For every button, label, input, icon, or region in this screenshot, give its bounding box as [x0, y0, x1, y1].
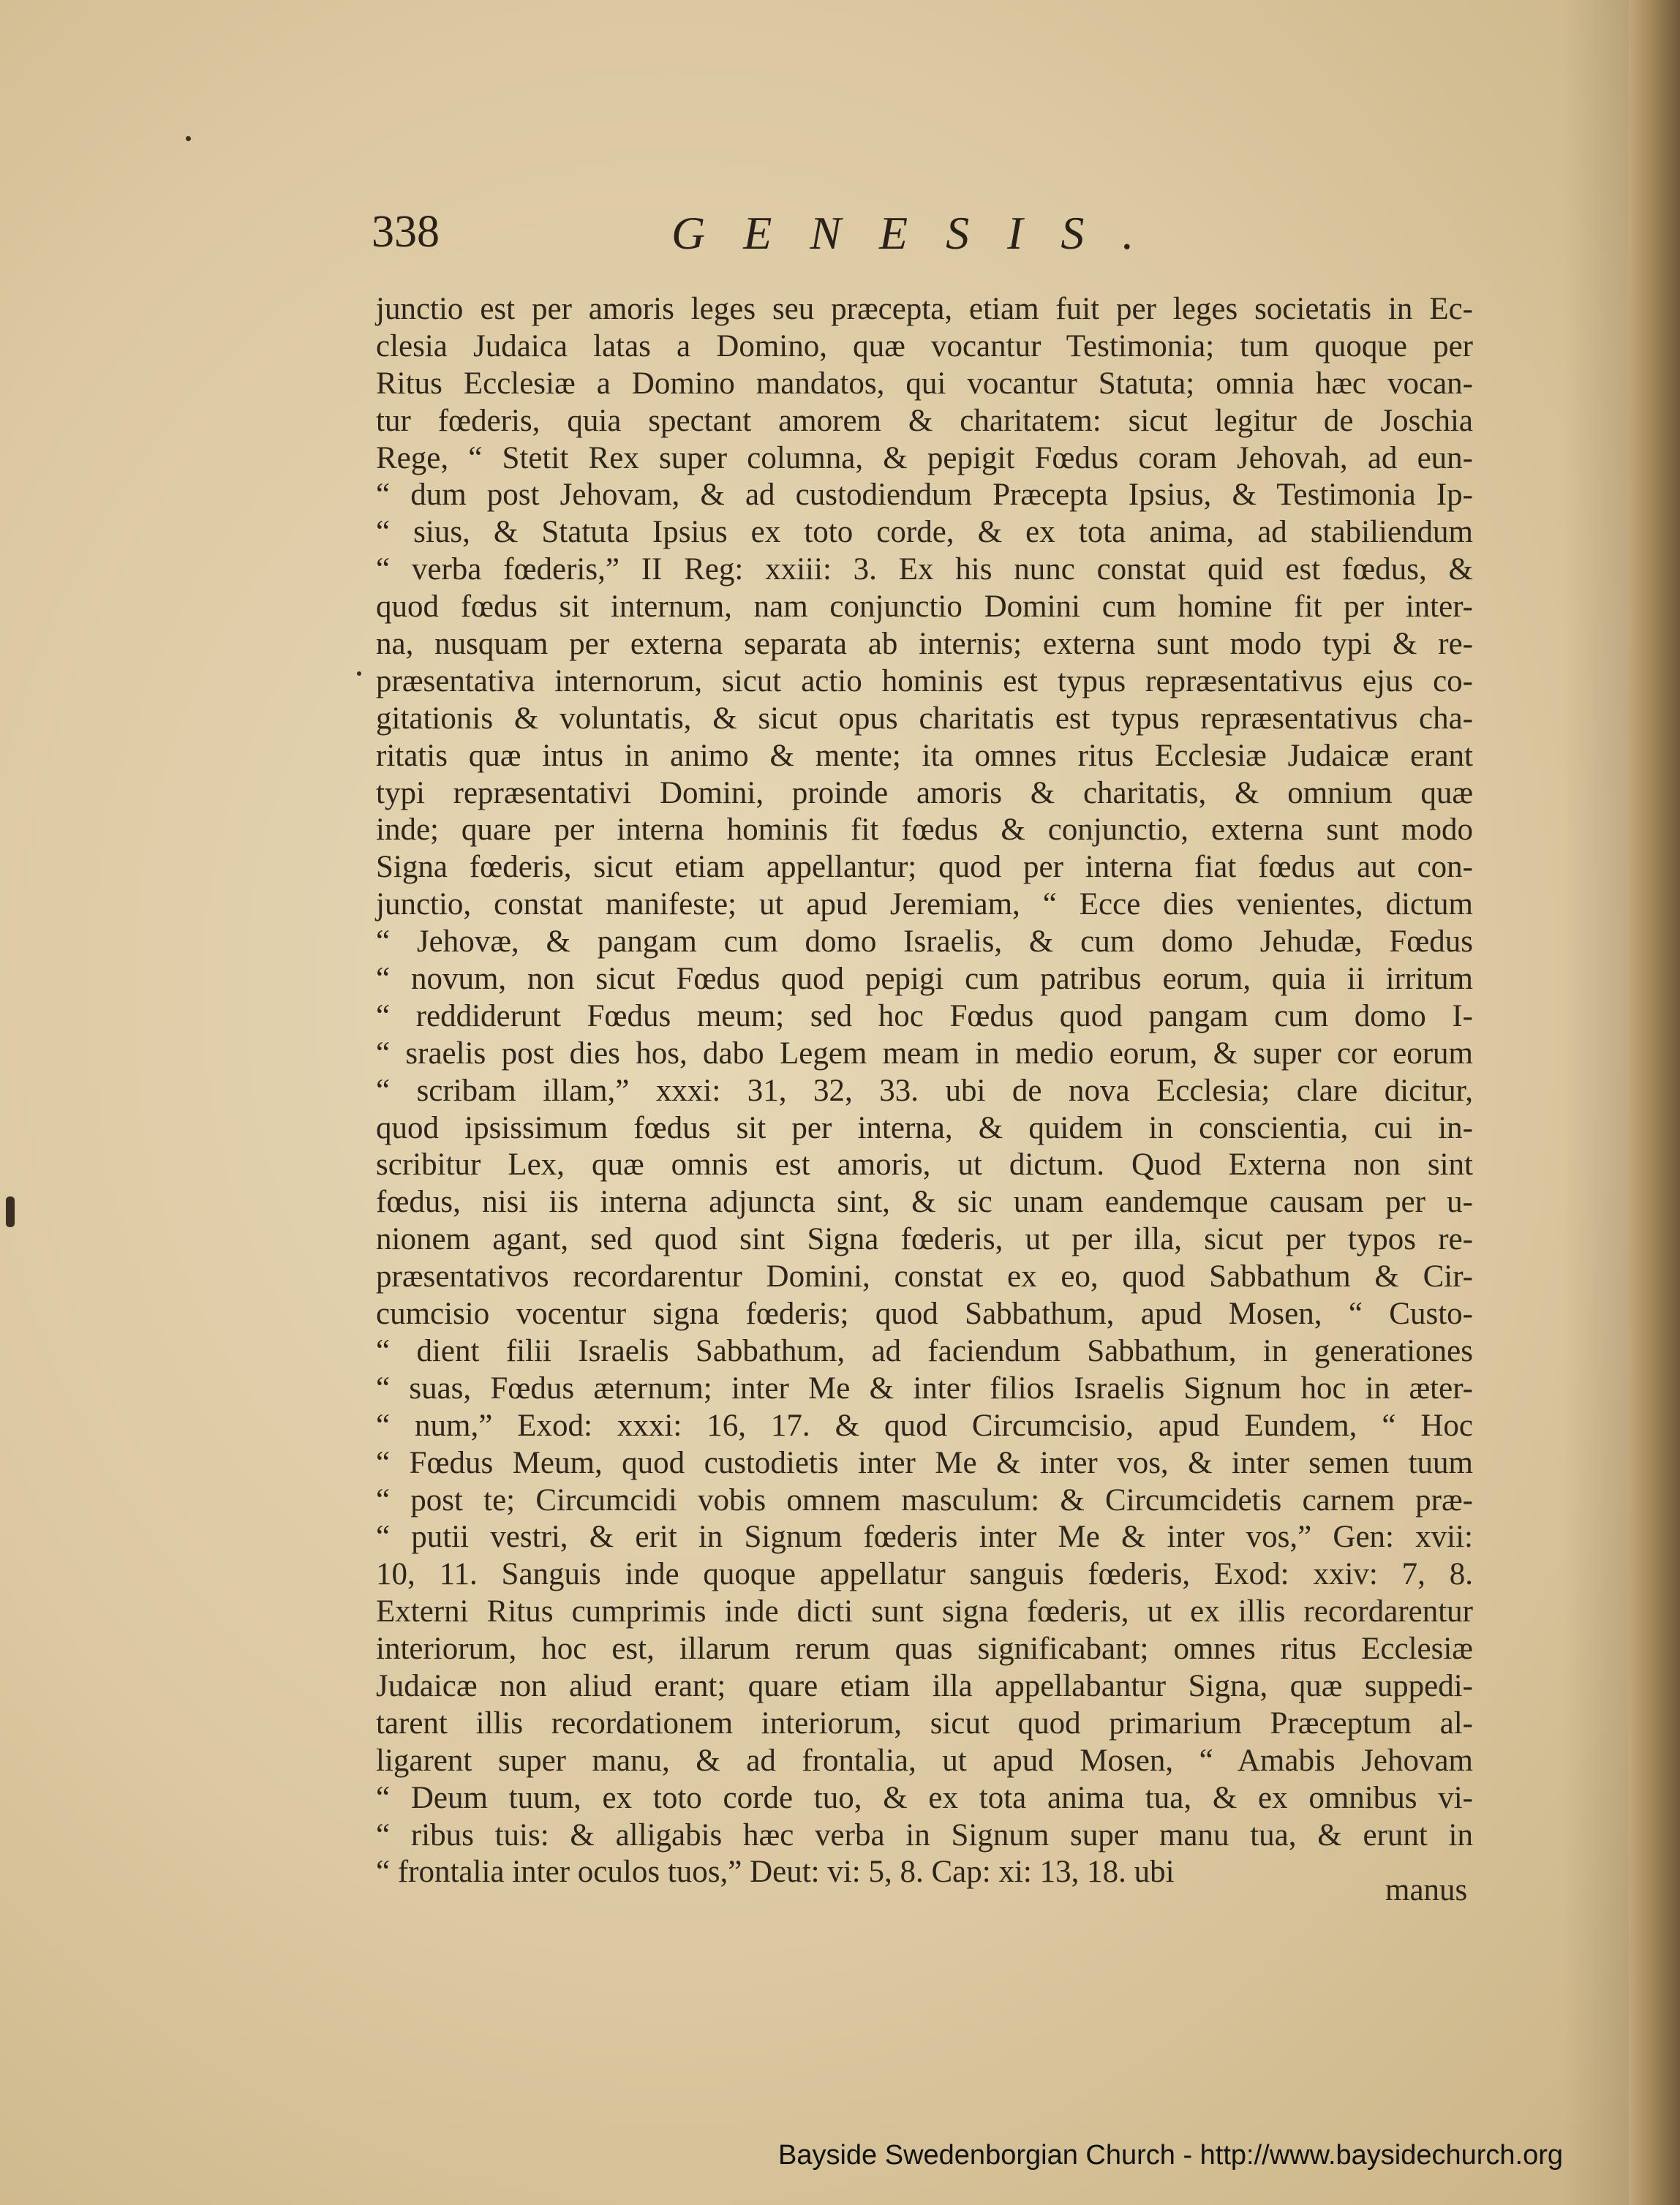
- text-line: quod ipsissimum fœdus sit per interna, & quidem in conscientia, cui in-: [376, 1110, 1473, 1145]
- text-line: “ dum post Jehovam, & ad custodiendum Præcepta Ipsius, & Testimonia Ip-: [376, 478, 1473, 513]
- text-line: “ dient filii Israelis Sabbathum, ad faciendum Sabbathum, in generationes: [376, 1333, 1473, 1368]
- text-line: ritatis quæ intus in animo & mente; ita omnes ritus Ecclesiæ Judaicæ erant: [376, 738, 1473, 773]
- text-line: “ Jehovæ, & pangam cum domo Israelis, & cum domo Jehudæ, Fœdus: [376, 924, 1473, 960]
- text-line: 10, 11. Sanguis inde quoque appellatur sanguis fœderis, Exod: xxiv: 7, 8.: [376, 1557, 1473, 1592]
- text-line: junctio est per amoris leges seu præcepta, etiam fuit per leges societatis in Ec-: [376, 292, 1473, 326]
- text-line: Ritus Ecclesiæ a Domino mandatos, qui vocantur Statuta; omnia hæc vocan-: [376, 366, 1473, 401]
- body-text: [376, 291, 1473, 1891]
- text-line: “ sius, & Statuta Ipsius ex toto corde, & ex tota anima, ad stabiliendum: [376, 515, 1473, 550]
- text-line: na, nusquam per externa separata ab internis; externa sunt modo typi & re-: [376, 627, 1473, 662]
- text-line: “ ribus tuis: & alligabis hæc verba in Signum super manu tua, & erunt in: [376, 1817, 1473, 1852]
- watermark-caption: Bayside Swedenborgian Church - http://www.baysidechurch.org: [778, 2140, 1564, 2171]
- text-line: inde; quare per interna hominis fit fœdus & conjunctio, externa sunt modo: [376, 813, 1473, 848]
- text-line: tur fœderis, quia spectant amorem & charitatem: sicut legitur de Joschia: [376, 403, 1473, 438]
- text-line: scribitur Lex, quæ omnis est amoris, ut dictum. Quod Externa non sint: [376, 1147, 1473, 1183]
- text-line: præsentativos recordarentur Domini, constat ex eo, quod Sabbathum & Cir-: [376, 1259, 1473, 1294]
- text-line: “ Fœdus Meum, quod custodietis inter Me & inter vos, & inter semen tuum: [376, 1445, 1473, 1480]
- text-line: ligarent super manu, & ad frontalia, ut apud Mosen, “ Amabis Jehovam: [376, 1743, 1473, 1778]
- page-number: 338: [372, 207, 440, 257]
- text-line: Rege, “ Stetit Rex super columna, & pepigit Fœdus coram Jehovah, ad eun-: [376, 440, 1473, 475]
- gutter-shadow: [1563, 0, 1629, 2205]
- text-line: interiorum, hoc est, illarum rerum quas significabant; omnes ritus Ecclesiæ: [376, 1632, 1473, 1667]
- text-line: “ sraelis post dies hos, dabo Legem meam in medio eorum, & super cor eorum: [376, 1036, 1473, 1071]
- running-title: GENESIS.: [671, 207, 1172, 259]
- text-line: fœdus, nisi iis interna adjuncta sint, & sic unam eandemque causam per u-: [376, 1185, 1473, 1220]
- text-line: Externi Ritus cumprimis inde dicti sunt signa fœderis, ut ex illis recordarentur: [376, 1594, 1473, 1629]
- text-line: quod fœdus sit internum, nam conjunctio Domini cum homine fit per inter-: [376, 589, 1473, 625]
- text-line: “ num,” Exod: xxxi: 16, 17. & quod Circumcisio, apud Eundem, “ Hoc: [376, 1408, 1473, 1443]
- ink-speck: [6, 1196, 15, 1227]
- text-line: cumcisio vocentur signa fœderis; quod Sabbathum, apud Mosen, “ Custo-: [376, 1297, 1473, 1332]
- text-line: “ scribam illam,” xxxi: 31, 32, 33. ubi de nova Ecclesia; clare dicitur,: [376, 1073, 1473, 1108]
- text-line: “ novum, non sicut Fœdus quod pepigi cum patribus eorum, quia ii irritum: [376, 962, 1473, 997]
- text-line: “ Deum tuum, ex toto corde tuo, & ex tota anima tua, & ex omnibus vi-: [376, 1780, 1473, 1815]
- catchword: manus: [1385, 1873, 1468, 1907]
- text-line: junctio, constat manifeste; ut apud Jeremiam, “ Ecce dies venientes, dictum: [376, 887, 1473, 922]
- text-line: “ verba fœderis,” II Reg: xxiii: 3. Ex his nunc constat quid est fœdus, &: [376, 552, 1473, 587]
- text-line: nionem agant, sed quod sint Signa fœderis, ut per illa, sicut per typos re-: [376, 1222, 1473, 1257]
- text-line: “ suas, Fœdus æternum; inter Me & inter filios Israelis Signum hoc in æter-: [376, 1371, 1473, 1406]
- ink-speck: [357, 671, 361, 676]
- text-line: clesia Judaica latas a Domino, quæ vocantur Testimonia; tum quoque per: [376, 328, 1473, 363]
- text-line: Judaicæ non aliud erant; quare etiam illa appellabantur Signa, quæ suppedi-: [376, 1668, 1473, 1703]
- text-line: præsentativa internorum, sicut actio hominis est typus repræsentativus ejus co-: [376, 663, 1473, 698]
- facing-page-edge: [1629, 0, 1680, 2205]
- page-header: [372, 206, 1469, 265]
- text-line: “ reddiderunt Fœdus meum; sed hoc Fœdus quod pangam cum domo I-: [376, 998, 1473, 1033]
- text-line: “ putii vestri, & erit in Signum fœderis inter Me & inter vos,” Gen: xvii:: [376, 1520, 1473, 1555]
- text-line: “ frontalia inter oculos tuos,” Deut: vi: 5, 8. Cap: xi: 13, 18. ubi: [376, 1855, 1175, 1890]
- text-line: typi repræsentativi Domini, proinde amoris & charitatis, & omnium quæ: [376, 775, 1473, 810]
- ink-speck: [186, 136, 191, 141]
- text-line: “ post te; Circumcidi vobis omnem masculum: & Circumcidetis carnem præ-: [376, 1482, 1473, 1518]
- text-line: tarent illis recordationem interiorum, sicut quod primarium Præceptum al-: [376, 1705, 1473, 1741]
- text-line: Signa fœderis, sicut etiam appellantur; quod per interna fiat fœdus aut con-: [376, 850, 1473, 885]
- text-line: gitationis & voluntatis, & sicut opus charitatis est typus repræsentativus cha-: [376, 701, 1473, 736]
